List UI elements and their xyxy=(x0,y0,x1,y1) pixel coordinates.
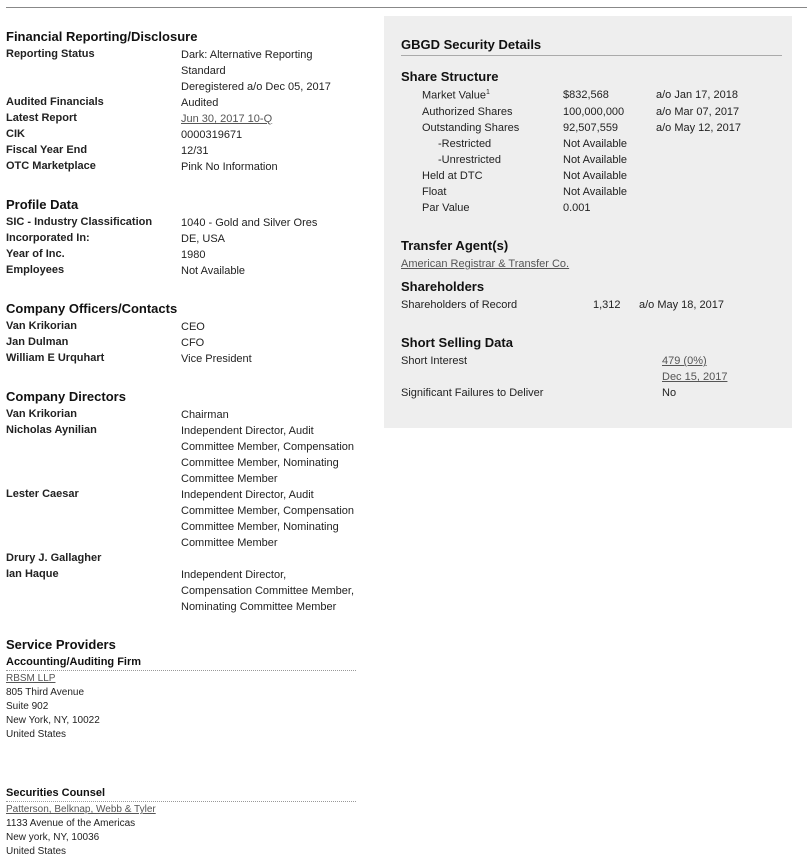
year-of-inc-label: Year of Inc. xyxy=(6,248,65,260)
audited-financials-value: Audited xyxy=(181,97,219,109)
footnote-marker[interactable]: 1 xyxy=(486,89,490,96)
counsel-subheading: Securities Counsel xyxy=(6,787,106,799)
short-interest-label: Short Interest xyxy=(401,355,468,367)
security-heading: GBGD Security Details xyxy=(401,37,542,52)
officers-heading: Company Officers/Contacts xyxy=(6,301,178,316)
unrestricted-label: -Unrestricted xyxy=(438,154,501,166)
short-interest-date-link[interactable]: Dec 15, 2017 xyxy=(662,371,728,383)
fiscal-year-end-label: Fiscal Year End xyxy=(6,144,88,156)
authorized-shares-label: Authorized Shares xyxy=(422,106,513,118)
shareholders-heading: Shareholders xyxy=(401,279,485,294)
officer-name: William E Urquhart xyxy=(6,352,105,364)
deregistered-value: Deregistered a/o Dec 05, 2017 xyxy=(181,81,331,93)
top-divider xyxy=(6,7,807,8)
profile-heading: Profile Data xyxy=(6,197,79,212)
director-name: Lester Caesar xyxy=(6,488,79,500)
divider xyxy=(6,801,356,802)
auditor-address-line: 805 Third Avenue xyxy=(6,687,85,698)
restricted-label: -Restricted xyxy=(438,138,492,150)
director-name: Van Krikorian xyxy=(6,408,77,420)
reporting-status-value: Dark: Alternative Reporting Standard xyxy=(181,49,313,77)
float-value: Not Available xyxy=(563,186,628,198)
officer-title: Vice President xyxy=(181,353,252,365)
divider xyxy=(401,55,782,56)
outstanding-shares-label: Outstanding Shares xyxy=(422,122,520,134)
unrestricted-value: Not Available xyxy=(563,154,628,166)
counsel-address-line: United States xyxy=(6,846,67,857)
financial-heading: Financial Reporting/Disclosure xyxy=(6,29,198,44)
director-role: Independent Director, Audit Committee Member, Compensation Committee Member, Nominating Committee Member xyxy=(181,425,355,485)
auditor-address-line: United States xyxy=(6,729,67,740)
employees-value: Not Available xyxy=(181,265,246,277)
outstanding-shares-value: 92,507,559 xyxy=(563,122,619,134)
market-value-asof: a/o Jan 17, 2018 xyxy=(656,89,738,101)
restricted-value: Not Available xyxy=(563,138,628,150)
held-at-dtc-label: Held at DTC xyxy=(422,170,483,182)
officer-title: CEO xyxy=(181,321,205,333)
service-providers-heading: Service Providers xyxy=(6,637,116,652)
authorized-shares-value: 100,000,000 xyxy=(563,106,625,118)
incorporated-label: Incorporated In: xyxy=(6,232,90,244)
director-name: Ian Haque xyxy=(6,568,59,580)
counsel-address-line: 1133 Avenue of the Americas xyxy=(6,818,136,829)
latest-report-label: Latest Report xyxy=(6,112,77,124)
otc-marketplace-value: Pink No Information xyxy=(181,161,278,173)
counsel-link[interactable]: Patterson, Belknap, Webb & Tyler xyxy=(6,804,156,815)
held-at-dtc-value: Not Available xyxy=(563,170,628,182)
par-value-label: Par Value xyxy=(422,202,470,214)
transfer-agent-heading: Transfer Agent(s) xyxy=(401,238,509,253)
directors-heading: Company Directors xyxy=(6,389,126,404)
shareholders-of-record-asof: a/o May 18, 2017 xyxy=(639,299,725,311)
transfer-agent-link[interactable]: American Registrar & Transfer Co. xyxy=(401,258,570,270)
fiscal-year-end-value: 12/31 xyxy=(181,145,209,157)
float-label: Float xyxy=(422,186,447,198)
par-value-value: 0.001 xyxy=(563,202,591,214)
shareholders-of-record-label: Shareholders of Record xyxy=(401,299,518,311)
director-name: Drury J. Gallagher xyxy=(6,552,102,564)
officer-name: Jan Dulman xyxy=(6,336,69,348)
director-role: Independent Director, Audit Committee Member, Compensation Committee Member, Nominating Committee Member xyxy=(181,489,355,549)
reporting-status-label: Reporting Status xyxy=(6,48,95,60)
audited-financials-label: Audited Financials xyxy=(6,96,104,108)
officer-name: Van Krikorian xyxy=(6,320,77,332)
authorized-shares-asof: a/o Mar 07, 2017 xyxy=(656,106,740,118)
outstanding-shares-asof: a/o May 12, 2017 xyxy=(656,122,742,134)
latest-report-link[interactable]: Jun 30, 2017 10-Q xyxy=(181,113,273,125)
director-role: Chairman xyxy=(181,409,229,421)
auditor-link[interactable]: RBSM LLP xyxy=(6,673,56,684)
short-interest-link[interactable]: 479 (0%) xyxy=(662,355,707,367)
divider xyxy=(6,670,356,671)
sic-label: SIC - Industry Classification xyxy=(6,216,153,228)
cik-value: 0000319671 xyxy=(181,129,243,141)
incorporated-value: DE, USA xyxy=(181,233,226,245)
counsel-address-line: New york, NY, 10036 xyxy=(6,832,100,843)
auditor-address-line: New York, NY, 10022 xyxy=(6,715,100,726)
security-details-panel xyxy=(384,16,792,428)
share-structure-heading: Share Structure xyxy=(401,69,499,84)
auditor-subheading: Accounting/Auditing Firm xyxy=(6,656,142,668)
otc-marketplace-label: OTC Marketplace xyxy=(6,160,96,172)
sic-value: 1040 - Gold and Silver Ores xyxy=(181,217,318,229)
market-value-value: $832,568 xyxy=(563,89,609,101)
cik-label: CIK xyxy=(6,128,25,140)
short-selling-heading: Short Selling Data xyxy=(401,335,513,350)
director-role: Independent Director, Compensation Committee Member, Nominating Committee Member xyxy=(181,569,355,613)
director-name: Nicholas Aynilian xyxy=(6,424,97,436)
employees-label: Employees xyxy=(6,264,65,276)
failures-to-deliver-label: Significant Failures to Deliver xyxy=(401,387,544,399)
shareholders-of-record-value: 1,312 xyxy=(593,299,621,311)
market-value-label: Market Value$^1$ xyxy=(422,89,490,102)
failures-to-deliver-value: No xyxy=(662,387,677,399)
auditor-address-line: Suite 902 xyxy=(6,701,49,712)
year-of-inc-value: 1980 xyxy=(181,249,206,261)
officer-title: CFO xyxy=(181,337,205,349)
